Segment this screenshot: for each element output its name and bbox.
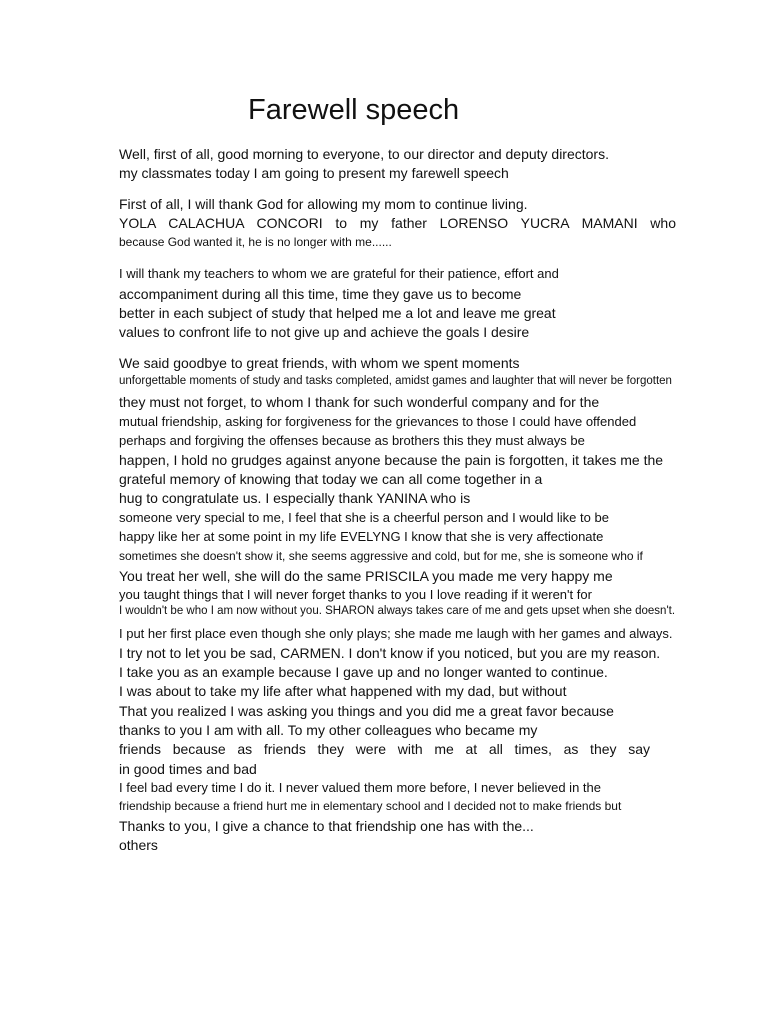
text-line: better in each subject of study that helped me a lot and leave me great: [119, 305, 556, 321]
text-line: Thanks to you, I give a chance to that friendship one has with the...: [119, 818, 534, 834]
document-title: Farewell speech: [248, 94, 460, 126]
text-line: my classmates today I am going to present my farewell speech: [119, 165, 509, 181]
text-line: That you realized I was asking you things and you did me a great favor because: [119, 703, 614, 719]
text-line: sometimes she doesn't show it, she seems aggressive and cold, but for me, she is someone who if: [119, 549, 643, 563]
text-line: First of all, I will thank God for allowing my mom to continue living.: [119, 196, 528, 212]
text-line: I try not to let you be sad, CARMEN. I don't know if you noticed, but you are my reason.: [119, 645, 661, 661]
text-line: accompaniment during all this time, time they gave us to become: [119, 286, 522, 302]
text-line: friendship because a friend hurt me in elementary school and I decided not to make friends but: [119, 799, 622, 813]
text-line: YOLA CALACHUA CONCORI to my father LORENSO YUCRA MAMANI who: [119, 215, 676, 231]
text-line: grateful memory of knowing that today we can all come together in a: [119, 471, 543, 487]
text-line: hug to congratulate us. I especially thank YANINA who is: [119, 490, 471, 506]
text-line: I feel bad every time I do it. I never valued them more before, I never believed in the: [119, 780, 601, 795]
text-line: I take you as an example because I gave up and no longer wanted to continue.: [119, 664, 608, 680]
text-line: perhaps and forgiving the offenses because as brothers this they must always be: [119, 433, 585, 448]
text-line: in good times and bad: [119, 761, 257, 777]
text-line: thanks to you I am with all. To my other colleagues who became my: [119, 722, 538, 738]
text-line: values to confront life to not give up and achieve the goals I desire: [119, 324, 530, 340]
text-line: I put her first place even though she only plays; she made me laugh with her games and always.: [119, 626, 673, 641]
text-line: others: [119, 837, 158, 853]
text-line: because God wanted it, he is no longer with me......: [119, 235, 392, 249]
text-line: I wouldn't be who I am now without you. SHARON always takes care of me and gets upset when she doesn't.: [119, 605, 676, 617]
text-line: mutual friendship, asking for forgiveness for the grievances to those I could have offended: [119, 414, 637, 429]
text-line: friends because as friends they were with me at all times, as they say: [119, 741, 650, 757]
text-line: unforgettable moments of study and tasks completed, amidst games and laughter that will never be forgotten: [119, 375, 672, 387]
text-line: We said goodbye to great friends, with whom we spent moments: [119, 355, 520, 371]
text-line: I will thank my teachers to whom we are grateful for their patience, effort and: [119, 266, 559, 281]
text-line: I was about to take my life after what happened with my dad, but without: [119, 683, 567, 699]
text-line: happy like her at some point in my life EVELYNG I know that she is very affectionate: [119, 529, 604, 544]
text-line: Well, first of all, good morning to everyone, to our director and deputy directors.: [119, 146, 609, 162]
text-line: someone very special to me, I feel that she is a cheerful person and I would like to be: [119, 510, 609, 525]
text-line: You treat her well, she will do the same PRISCILA you made me very happy me: [119, 568, 613, 584]
text-line: happen, I hold no grudges against anyone because the pain is forgotten, it takes me the: [119, 452, 664, 468]
text-line: you taught things that I will never forget thanks to you I love reading if it weren't for: [119, 587, 592, 602]
text-line: they must not forget, to whom I thank for such wonderful company and for the: [119, 394, 600, 410]
